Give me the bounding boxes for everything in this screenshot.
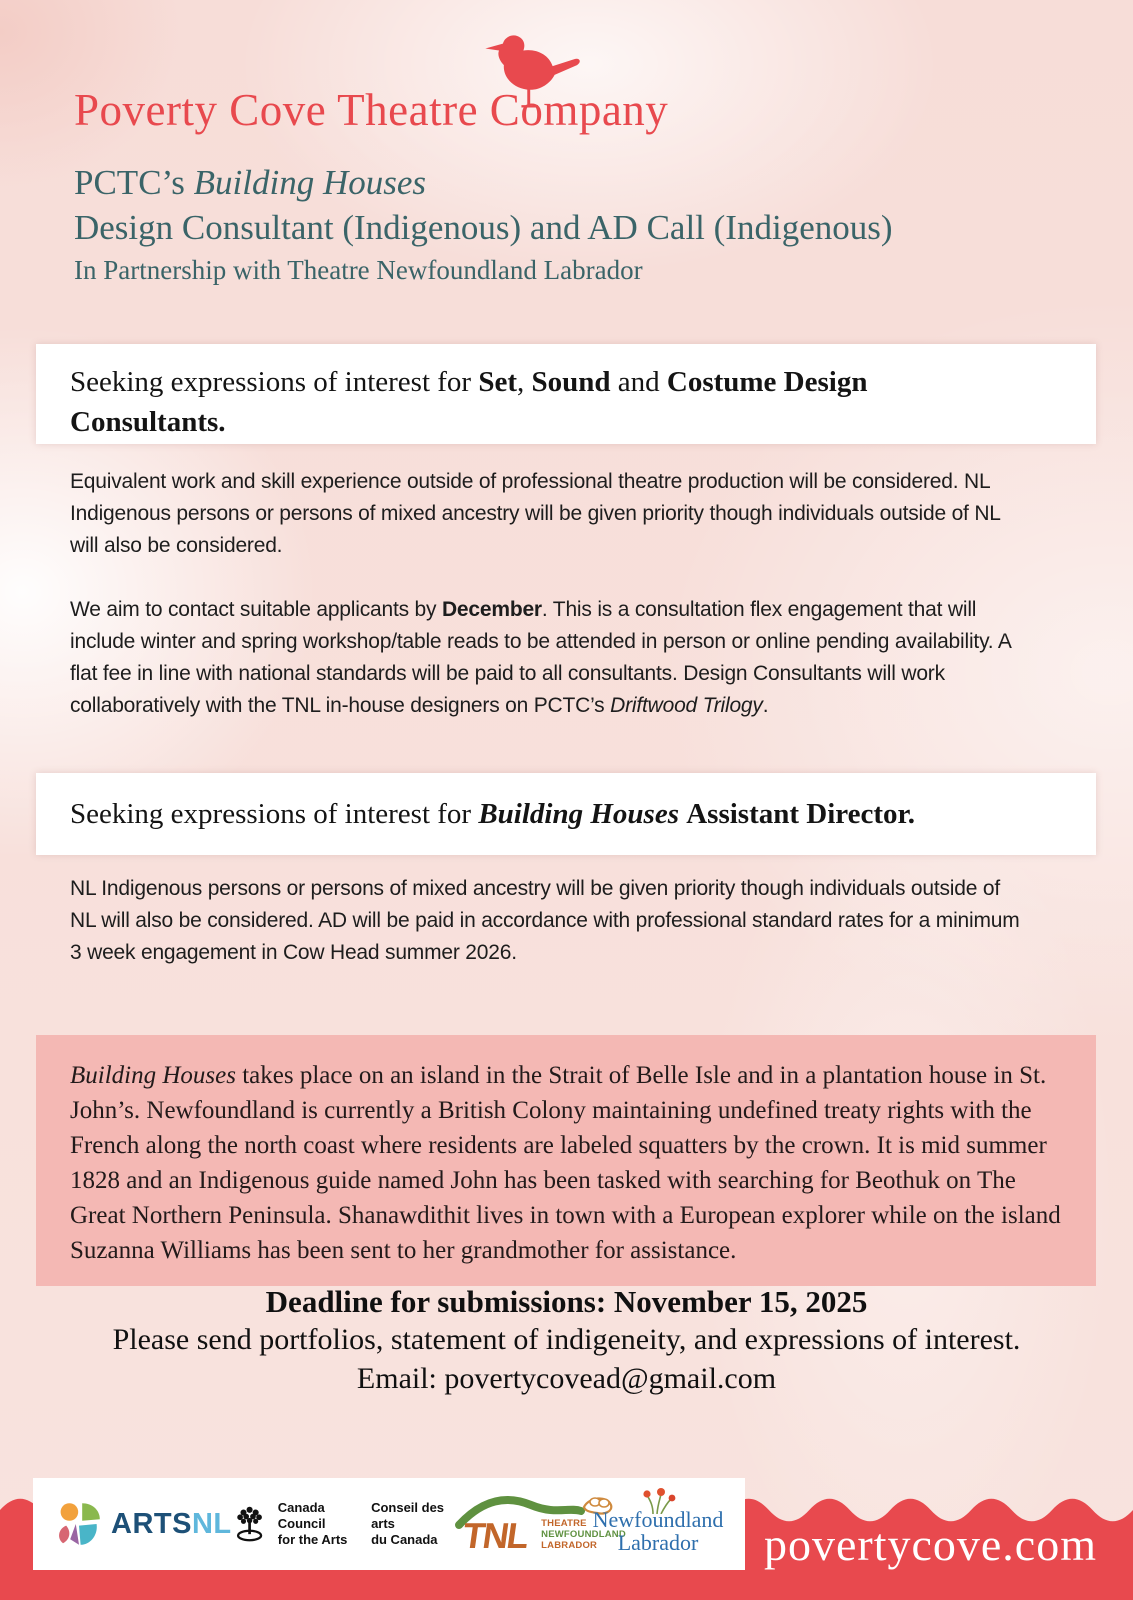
tnl-line1: THEATRE [541, 1518, 587, 1529]
deadline-text: Deadline for submissions: November 15, 2025 [265, 1284, 868, 1319]
nlgov-line1: Newfoundland [592, 1507, 724, 1532]
p2-italic-driftwood-trilogy: Driftwood Trilogy [610, 694, 763, 717]
theatre-newfoundland-labrador-logo [455, 1487, 626, 1561]
body-paragraph-ad-pay: NL Indigenous persons or persons of mixed ancestry will be given priority though individuals outside of NL will also be considered. AD will be paid in accordance with professional standard rates for a minimum 3 week engagement in Cow Head summer 2026. [70, 877, 1020, 964]
call-ad-bold-italic: Building Houses [478, 798, 679, 830]
series-heading [74, 163, 426, 203]
p2-text: We aim to contact suitable applicants by [70, 598, 442, 621]
nlgov-line2: Labrador [617, 1530, 699, 1555]
newfoundland-labrador-gov-logo [593, 1494, 723, 1554]
design-consultant-call-card [36, 344, 1096, 444]
synopsis-card [36, 1035, 1096, 1286]
synopsis-text: takes place on an island in the Strait of Belle Isle and in a plantation house in St. John’s. Newfoundland is currently a British Colony maintaining undefined treaty rights with the French along the north coast where residents are labeled squatters by the crown. It is mid summer 1828 and an Indigenous guide named John has been tasked with searching for Beothuk on The Great Northern Peninsula. Shanawdithit lives in town with a European explorer while on the island Suzanna Williams has been sent to her grandmother for assistance. [70, 1062, 1061, 1264]
artsnl-wordmark [111, 1508, 232, 1541]
cc-fr-line1: Conseil des arts [371, 1500, 445, 1531]
pitcher-plant-icon [641, 1488, 681, 1514]
canada-council-logo [232, 1500, 456, 1548]
tnl-abbr-text: TNL [460, 1515, 531, 1556]
cc-fr-line2: du Canada [371, 1532, 438, 1547]
series-prefix: PCTC’s [74, 163, 194, 202]
website-url: povertycove.com [763, 1519, 1097, 1570]
call-set-text: and [610, 366, 667, 398]
series-title: Building Houses [193, 163, 426, 202]
call-ad-bold: . [907, 798, 915, 830]
contact-email: Email: povertycovead@gmail.com [356, 1362, 777, 1395]
body-paragraph-engagement [70, 594, 1030, 722]
role-heading: Design Consultant (Indigenous) and AD Call (Indigenous) [74, 208, 893, 247]
artsnl-pinwheel-icon [55, 1500, 103, 1548]
call-set-bold: . [218, 406, 226, 438]
submission-instructions: Please send portfolios, statement of indigeneity, and expressions of interest. [112, 1323, 1021, 1356]
p2-text: . This is a consultation flex engagement that will include winter and spring workshop/table reads to be attended in person or online pending availability. A flat fee in line with national standards will be paid to all consultants. Design Consultants will work collaboratively with the TNL in-house designers on PCTC’s [70, 598, 1011, 717]
canada-council-french-text [371, 1500, 455, 1548]
synopsis-title-italic: Building Houses [70, 1062, 236, 1089]
canada-council-english-text [278, 1500, 360, 1548]
call-set-bold: Sound [531, 366, 611, 398]
cc-en-line2: for the Arts [277, 1532, 348, 1547]
call-set-bold: Costume Design Consultants [70, 366, 868, 438]
artsnl-arts-text: ARTS [111, 1507, 192, 1540]
company-title: Poverty Cove Theatre Company [74, 85, 669, 135]
call-set-text: , [517, 366, 532, 398]
artsnl-nl-text: NL [191, 1507, 232, 1540]
tnl-line2: NEWFOUNDLAND [541, 1529, 626, 1540]
canada-council-tree-icon [232, 1501, 267, 1547]
cc-en-line1: Canada Council [277, 1500, 326, 1531]
call-set-bold: Set [478, 366, 517, 398]
partnership-subheading: In Partnership with Theatre Newfoundland Labrador [74, 255, 643, 285]
artsnl-logo [55, 1500, 232, 1548]
call-ad-bold: Assistant Director [686, 798, 908, 830]
assistant-director-call-card [36, 773, 1096, 855]
sponsor-logo-strip [33, 1478, 745, 1570]
body-paragraph-eligibility: Equivalent work and skill experience outside of professional theatre production will be considered. NL Indigenous persons or persons of mixed ancestry will be given priority though individuals outside of NL will also be considered. [70, 470, 1000, 557]
p2-bold-december: December [441, 598, 542, 621]
call-set-text: Seeking expressions of interest for [70, 366, 479, 398]
call-ad-text: Seeking expressions of interest for [70, 798, 479, 830]
tnl-line3: LABRADOR [541, 1540, 598, 1551]
p2-text: . [762, 694, 769, 717]
